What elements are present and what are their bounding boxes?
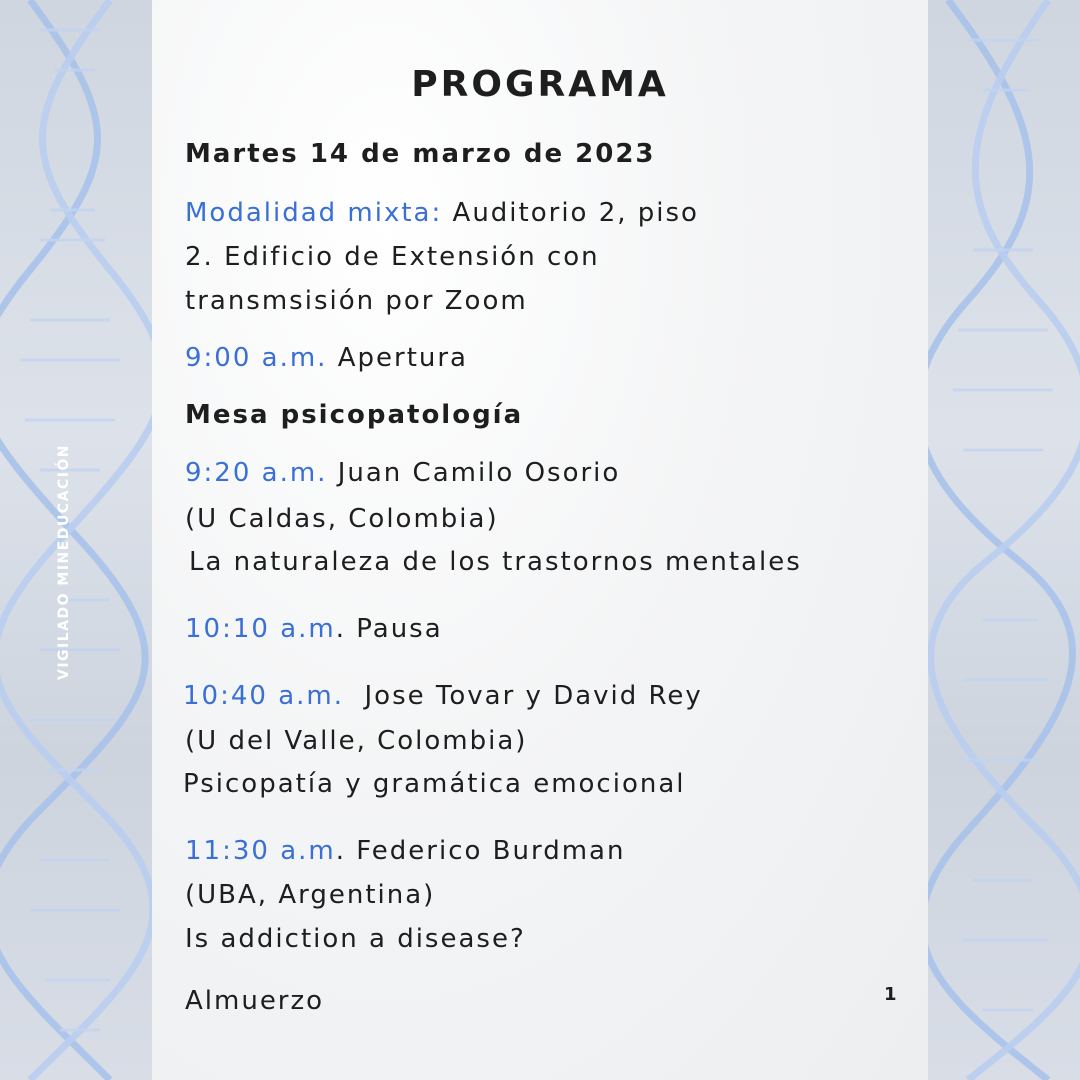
- talk3-affiliation: (UBA, Argentina): [185, 880, 436, 910]
- dna-helix-icon: [0, 0, 152, 1080]
- modality-line-3: transmsisión por Zoom: [185, 286, 528, 316]
- talk3-header: [185, 836, 625, 866]
- talk1-topic: La naturaleza de los trastornos mentales: [189, 547, 802, 577]
- talk2-time: 10:40 a.m.: [183, 681, 344, 711]
- opening-text: Apertura: [327, 343, 468, 373]
- talk1-speaker: Juan Camilo Osorio: [327, 458, 621, 488]
- opening-time: 9:00 a.m.: [185, 343, 328, 373]
- modality-line-1: [185, 198, 699, 228]
- opening-item: [185, 343, 468, 373]
- page-number: 1: [884, 984, 897, 1005]
- talk1-header: [185, 458, 620, 488]
- dna-helix-icon: [928, 0, 1080, 1080]
- talk3-time: 11:30 a.m: [185, 836, 336, 866]
- event-date: Martes 14 de marzo de 2023: [185, 139, 656, 169]
- modality-text-1: Auditorio 2, piso: [442, 198, 699, 228]
- talk1-affiliation: (U Caldas, Colombia): [185, 504, 499, 534]
- left-dna-decoration: [0, 0, 152, 1080]
- talk1-time: 9:20 a.m.: [185, 458, 328, 488]
- pause-time: 10:10 a.m: [185, 614, 336, 644]
- talk2-header: [183, 681, 703, 711]
- pause-item: [185, 614, 443, 644]
- modality-line-2: 2. Edificio de Extensión con: [185, 242, 600, 272]
- lunch-item: Almuerzo: [185, 986, 325, 1016]
- vigilado-mineducacion-label: VIGILADO MINEDUCACIÓN: [56, 443, 72, 680]
- pause-text: . Pausa: [335, 614, 443, 644]
- session-title: Mesa psicopatología: [185, 400, 524, 430]
- right-dna-decoration: [928, 0, 1080, 1080]
- talk2-speaker: Jose Tovar y David Rey: [343, 681, 703, 711]
- talk3-speaker: . Federico Burdman: [335, 836, 626, 866]
- page-title: PROGRAMA: [411, 64, 669, 105]
- modality-label: Modalidad mixta:: [185, 198, 443, 228]
- talk2-topic: Psicopatía y gramática emocional: [183, 769, 686, 799]
- talk3-topic: Is addiction a disease?: [185, 924, 526, 954]
- talk2-affiliation: (U del Valle, Colombia): [185, 726, 528, 756]
